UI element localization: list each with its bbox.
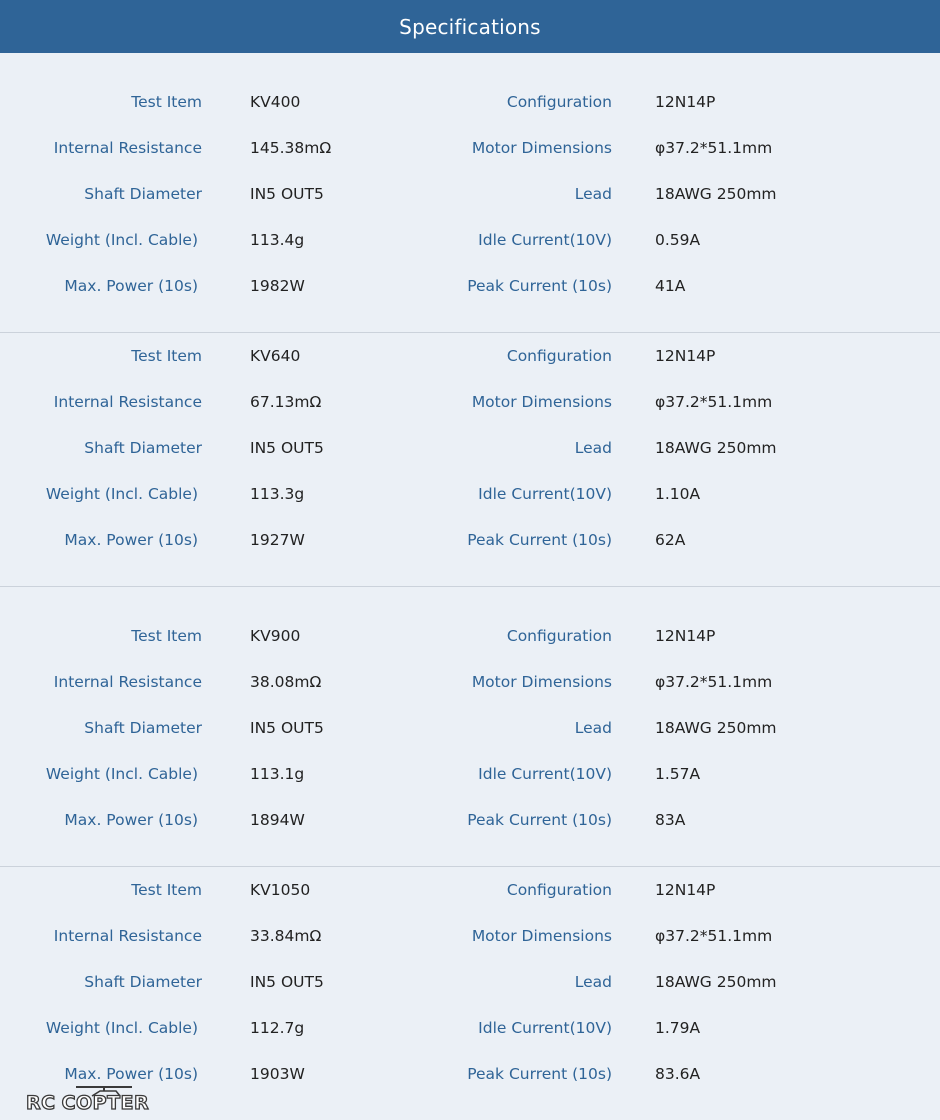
spec-value: 1.10A [655, 485, 701, 503]
spec-value: 1.79A [655, 1019, 701, 1037]
spec-value: 12N14P [655, 347, 716, 365]
spec-label: Configuration [506, 93, 612, 111]
spec-label: Motor Dimensions [471, 673, 612, 691]
spec-value: 18AWG 250mm [655, 973, 777, 991]
spec-value: 1927W [250, 531, 305, 549]
spec-value: IN5 OUT5 [250, 185, 324, 203]
spec-row [0, 1016, 940, 1040]
spec-row [0, 528, 940, 552]
spec-label: Test Item [131, 881, 202, 899]
spec-label: Lead [574, 719, 612, 737]
spec-value: φ37.2*51.1mm [655, 393, 773, 411]
section-divider [0, 866, 940, 867]
spec-value: 1982W [250, 277, 305, 295]
spec-label: Configuration [506, 627, 612, 645]
spec-value: 38.08mΩ [250, 673, 322, 691]
rc-copter-logo [26, 1084, 166, 1116]
spec-value: φ37.2*51.1mm [655, 927, 773, 945]
spec-row [0, 136, 940, 160]
spec-value: 1.57A [655, 765, 701, 783]
spec-label: Internal Resistance [53, 393, 202, 411]
spec-value: 113.4g [250, 231, 305, 249]
spec-value: 62A [655, 531, 686, 549]
spec-label: Idle Current(10V) [478, 231, 612, 249]
spec-value: 112.7g [250, 1019, 305, 1037]
spec-value: 83A [655, 811, 686, 829]
spec-label: Configuration [506, 881, 612, 899]
spec-label: Shaft Diameter [84, 439, 202, 457]
page-header [0, 0, 940, 53]
spec-value: KV1050 [250, 881, 311, 899]
spec-row [0, 762, 940, 786]
section-divider [0, 332, 940, 333]
spec-label: Internal Resistance [53, 139, 202, 157]
spec-label: Test Item [131, 627, 202, 645]
spec-value: KV640 [250, 347, 301, 365]
spec-value: 12N14P [655, 627, 716, 645]
spec-label: Lead [574, 185, 612, 203]
spec-value: 33.84mΩ [250, 927, 322, 945]
spec-label: Max. Power (10s) [64, 277, 198, 295]
page-title: Specifications [399, 14, 541, 39]
spec-label: Internal Resistance [53, 673, 202, 691]
spec-label: Max. Power (10s) [64, 811, 198, 829]
spec-label: Motor Dimensions [471, 139, 612, 157]
spec-row [0, 970, 940, 994]
logo-rc-text: RC [26, 1092, 56, 1114]
spec-label: Shaft Diameter [84, 719, 202, 737]
spec-row [0, 1062, 940, 1086]
spec-value: φ37.2*51.1mm [655, 139, 773, 157]
spec-label: Motor Dimensions [471, 393, 612, 411]
spec-label: Max. Power (10s) [64, 1065, 198, 1083]
spec-label: Idle Current(10V) [478, 1019, 612, 1037]
spec-label: Weight (Incl. Cable) [45, 485, 198, 503]
spec-row [0, 344, 940, 368]
spec-row [0, 90, 940, 114]
spec-value: 113.1g [250, 765, 305, 783]
spec-value: KV900 [250, 627, 301, 645]
spec-label: Lead [574, 973, 612, 991]
spec-value: 145.38mΩ [250, 139, 332, 157]
spec-row [0, 390, 940, 414]
spec-label: Motor Dimensions [471, 927, 612, 945]
spec-row [0, 924, 940, 948]
spec-label: Shaft Diameter [84, 973, 202, 991]
spec-value: 12N14P [655, 881, 716, 899]
spec-row [0, 436, 940, 460]
spec-label: Max. Power (10s) [64, 531, 198, 549]
spec-value: IN5 OUT5 [250, 439, 324, 457]
spec-label: Idle Current(10V) [478, 485, 612, 503]
spec-row [0, 808, 940, 832]
spec-row [0, 624, 940, 648]
spec-value: 18AWG 250mm [655, 439, 777, 457]
spec-value: 18AWG 250mm [655, 719, 777, 737]
spec-label: Peak Current (10s) [467, 811, 612, 829]
spec-value: φ37.2*51.1mm [655, 673, 773, 691]
section-divider [0, 586, 940, 587]
spec-label: Peak Current (10s) [467, 531, 612, 549]
spec-value: 41A [655, 277, 686, 295]
spec-label: Weight (Incl. Cable) [45, 1019, 198, 1037]
spec-value: 0.59A [655, 231, 701, 249]
spec-label: Shaft Diameter [84, 185, 202, 203]
spec-row [0, 482, 940, 506]
spec-value: KV400 [250, 93, 301, 111]
spec-label: Weight (Incl. Cable) [45, 231, 198, 249]
spec-value: 67.13mΩ [250, 393, 322, 411]
spec-label: Internal Resistance [53, 927, 202, 945]
spec-label: Configuration [506, 347, 612, 365]
spec-value: 1903W [250, 1065, 305, 1083]
spec-value: IN5 OUT5 [250, 719, 324, 737]
spec-row [0, 228, 940, 252]
spec-value: 18AWG 250mm [655, 185, 777, 203]
spec-value: 12N14P [655, 93, 716, 111]
spec-row [0, 878, 940, 902]
spec-label: Peak Current (10s) [467, 1065, 612, 1083]
spec-label: Test Item [131, 347, 202, 365]
spec-value: 113.3g [250, 485, 305, 503]
spec-label: Weight (Incl. Cable) [45, 765, 198, 783]
logo-copter-text: COPTER [61, 1092, 150, 1114]
spec-value: IN5 OUT5 [250, 973, 324, 991]
spec-label: Lead [574, 439, 612, 457]
spec-row [0, 670, 940, 694]
spec-row [0, 274, 940, 298]
spec-row [0, 182, 940, 206]
spec-value: 83.6A [655, 1065, 701, 1083]
logo-wordmark [26, 1092, 149, 1114]
spec-label: Peak Current (10s) [467, 277, 612, 295]
spec-label: Idle Current(10V) [478, 765, 612, 783]
spec-value: 1894W [250, 811, 305, 829]
spec-row [0, 716, 940, 740]
spec-label: Test Item [131, 93, 202, 111]
